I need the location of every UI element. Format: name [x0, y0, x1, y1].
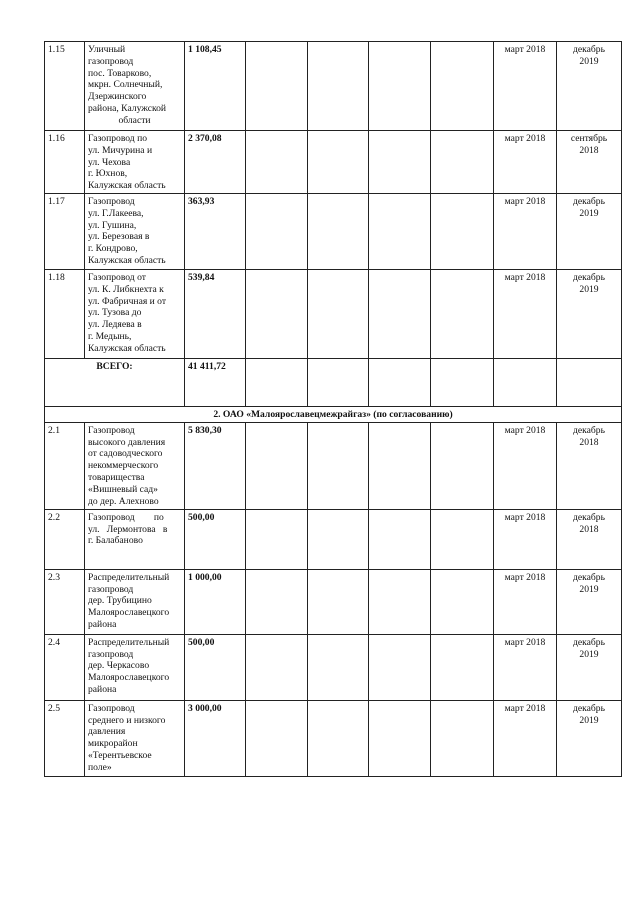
- empty-cell: [369, 194, 431, 270]
- table-row: [45, 42, 622, 131]
- row-number: 2.1: [45, 422, 85, 509]
- table-row: [45, 700, 622, 776]
- empty-cell: [308, 422, 369, 509]
- row-number: 2.2: [45, 509, 85, 569]
- empty-cell: [308, 634, 369, 700]
- section-header-row: [45, 407, 622, 423]
- row-number: 1.18: [45, 270, 85, 359]
- empty-cell: [369, 359, 431, 407]
- start-date: март 2018: [494, 131, 557, 194]
- start-date: март 2018: [494, 422, 557, 509]
- object-name: Уличный газопровод пос. Товарково, мкрн. Солнечный, Дзержинского района, Калужской области: [85, 42, 185, 131]
- end-date: декабрь 2018: [557, 422, 622, 509]
- empty-cell: [308, 569, 369, 634]
- empty-cell: [494, 359, 557, 407]
- table-row: [45, 634, 622, 700]
- end-date: декабрь 2019: [557, 42, 622, 131]
- empty-cell: [369, 42, 431, 131]
- amount-cell: 1 108,45: [185, 42, 246, 131]
- empty-cell: [246, 634, 308, 700]
- object-name: Газопровод от ул. К. Либкнехта к ул. Фабричная и от ул. Тузова до ул. Ледяева в г. Медынь, Калужская область: [85, 270, 185, 359]
- empty-cell: [308, 700, 369, 776]
- object-name: Распределительный газопровод дер. Черкасово Малоярославецкого района: [85, 634, 185, 700]
- empty-cell: [431, 700, 494, 776]
- empty-cell: [369, 509, 431, 569]
- end-date: декабрь 2019: [557, 270, 622, 359]
- row-number: 1.15: [45, 42, 85, 131]
- amount-cell: 539,84: [185, 270, 246, 359]
- empty-cell: [308, 42, 369, 131]
- empty-cell: [246, 509, 308, 569]
- row-number: 2.5: [45, 700, 85, 776]
- empty-cell: [369, 131, 431, 194]
- empty-cell: [246, 194, 308, 270]
- empty-cell: [431, 359, 494, 407]
- empty-cell: [246, 131, 308, 194]
- row-number: 2.3: [45, 569, 85, 634]
- end-date: декабрь 2019: [557, 569, 622, 634]
- table-row: [45, 194, 622, 270]
- empty-cell: [431, 634, 494, 700]
- amount-cell: 363,93: [185, 194, 246, 270]
- empty-cell: [308, 509, 369, 569]
- empty-cell: [246, 270, 308, 359]
- object-name: Газопровод по ул. Мичурина и ул. Чехова г. Юхнов, Калужская область: [85, 131, 185, 194]
- empty-cell: [431, 42, 494, 131]
- empty-cell: [308, 194, 369, 270]
- empty-cell: [431, 270, 494, 359]
- object-name: Газопровод среднего и низкого давления микрорайон «Терентьевское поле»: [85, 700, 185, 776]
- empty-cell: [369, 634, 431, 700]
- total-label: ВСЕГО:: [45, 359, 185, 407]
- table-row: [45, 509, 622, 569]
- empty-cell: [369, 422, 431, 509]
- start-date: март 2018: [494, 194, 557, 270]
- empty-cell: [246, 569, 308, 634]
- row-number: 1.16: [45, 131, 85, 194]
- investment-table: [44, 41, 622, 777]
- empty-cell: [246, 700, 308, 776]
- object-name: Газопровод по ул. Лермонтова в г. Балабаново: [85, 509, 185, 569]
- empty-cell: [246, 359, 308, 407]
- empty-cell: [557, 359, 622, 407]
- empty-cell: [431, 422, 494, 509]
- empty-cell: [369, 700, 431, 776]
- end-date: декабрь 2019: [557, 700, 622, 776]
- start-date: март 2018: [494, 509, 557, 569]
- start-date: март 2018: [494, 634, 557, 700]
- end-date: декабрь 2019: [557, 634, 622, 700]
- empty-cell: [369, 270, 431, 359]
- row-number: 1.17: [45, 194, 85, 270]
- empty-cell: [431, 569, 494, 634]
- empty-cell: [246, 42, 308, 131]
- end-date: декабрь 2019: [557, 194, 622, 270]
- amount-cell: 3 000,00: [185, 700, 246, 776]
- total-row: [45, 359, 622, 407]
- end-date: сентябрь 2018: [557, 131, 622, 194]
- object-name: Распределительный газопровод дер. Трубицино Малоярославецкого района: [85, 569, 185, 634]
- start-date: март 2018: [494, 270, 557, 359]
- empty-cell: [431, 194, 494, 270]
- empty-cell: [246, 422, 308, 509]
- object-name: Газопровод высокого давления от садоводческого некоммерческого товарищества «Вишневый сад» до дер. Алехново: [85, 422, 185, 509]
- empty-cell: [431, 131, 494, 194]
- amount-cell: 500,00: [185, 509, 246, 569]
- amount-cell: 5 830,30: [185, 422, 246, 509]
- table-row: [45, 422, 622, 509]
- start-date: март 2018: [494, 700, 557, 776]
- empty-cell: [308, 270, 369, 359]
- empty-cell: [308, 131, 369, 194]
- table-row: [45, 131, 622, 194]
- table-row: [45, 270, 622, 359]
- section-title: 2. ОАО «Малоярославецмежрайгаз» (по согласованию): [45, 407, 622, 423]
- amount-cell: 1 000,00: [185, 569, 246, 634]
- total-amount: 41 411,72: [185, 359, 246, 407]
- empty-cell: [431, 509, 494, 569]
- row-number: 2.4: [45, 634, 85, 700]
- object-name: Газопровод ул. Г.Лакеева, ул. Гушина, ул. Березовая в г. Кондрово, Калужская область: [85, 194, 185, 270]
- amount-cell: 500,00: [185, 634, 246, 700]
- amount-cell: 2 370,08: [185, 131, 246, 194]
- table-row: [45, 569, 622, 634]
- end-date: декабрь 2018: [557, 509, 622, 569]
- empty-cell: [369, 569, 431, 634]
- empty-cell: [308, 359, 369, 407]
- start-date: март 2018: [494, 569, 557, 634]
- start-date: март 2018: [494, 42, 557, 131]
